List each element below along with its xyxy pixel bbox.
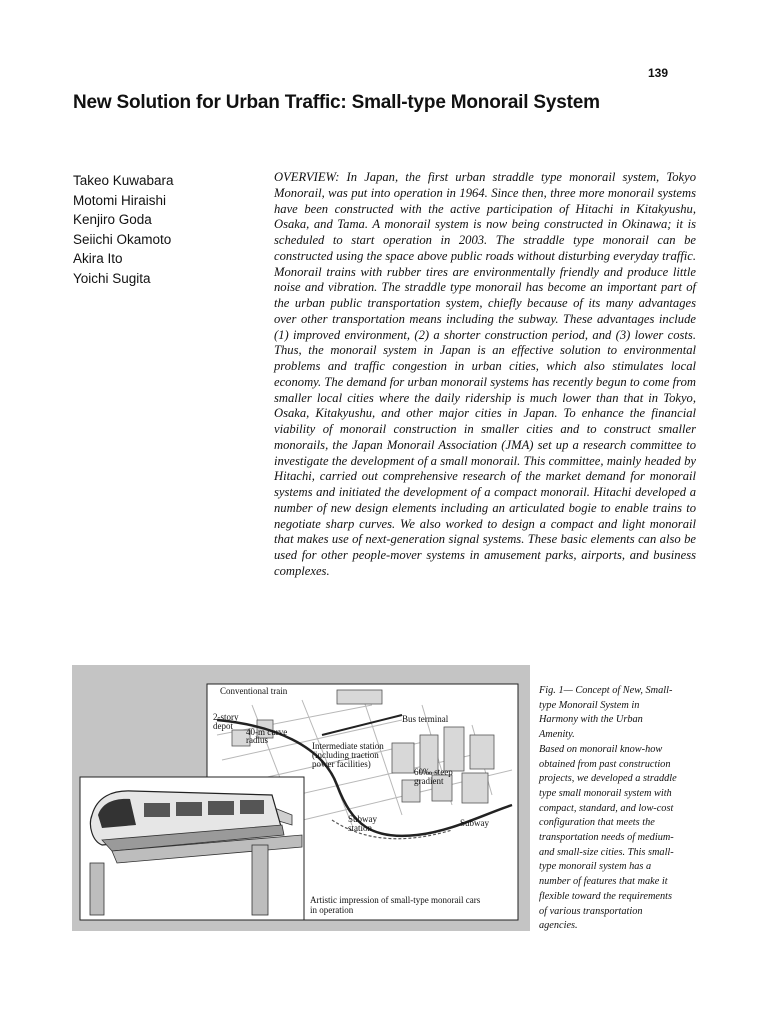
label-curve-radius: radius (246, 735, 268, 745)
label-depot: 2-story (213, 712, 239, 722)
caption-line: compact, standard, and low-cost (539, 802, 674, 814)
label-depot: depot (213, 721, 233, 731)
caption-line: Harmony with the Urban (539, 714, 643, 726)
caption-line: flexible toward the requirements (539, 890, 672, 902)
author-name: Yoichi Sugita (73, 270, 151, 286)
label-subway-station: station (348, 823, 372, 833)
caption-line: type small monorail system with (539, 787, 672, 799)
caption-line: type Monorail System in (539, 699, 640, 711)
caption-line: agencies. (539, 920, 578, 932)
label-conventional-train: Conventional train (220, 686, 288, 696)
author-name: Takeo Kuwabara (73, 173, 174, 188)
author-name: Kenjiro Goda (73, 212, 152, 228)
label-bus-terminal: Bus terminal (402, 714, 449, 724)
figure-1 (72, 665, 530, 931)
caption-line: of various transportation (539, 905, 643, 917)
label-steep-gradient: 60‰ steep (414, 767, 453, 777)
caption-line: and small-size cities. This small- (539, 846, 674, 858)
page-number: 139 (647, 66, 668, 80)
caption-line: Based on monorail know-how (539, 743, 663, 755)
figure-caption (539, 684, 699, 934)
overview-paragraph: OVERVIEW: In Japan, the first urban straddle type monorail system, Tokyo Monorail, was put into operation in 1964. Since then, three more monorail systems have been constructed with the active participation of Hitachi in Kitakyushu, Osaka, and Tama. A monorail system is now being constructed in Okinawa; it is scheduled to start operation in 2003. The straddle type monorail can be constructed using the space above public roads without disturbing everyday traffic. Monorail trains with rubber tires are environmentally friendly and produce little noise and vibration. The straddle type monorail has become an important part of the urban public transportation system, chiefly because of its many advantages over other transportation means including the subway. These advantages include (1) improved environment, (2) a shorter construction period, and (3) lower costs. Thus, the monorail system in Japan is an effective solution to environmental problems and traffic congestion in urban cities, which also stimulates local economy. The demand for urban monorail systems has recently begun to come from smaller local cities where the daily ridership is much lower than that in Tokyo, Osaka, Kitakyushu, and other major cities in Japan. To enhance the financial viability of monorail construction in smaller cities and to construct smaller monorails, the Japan Monorail Association (JMA) set up a research committee to investigate the development of a small monorail. This committee, mainly headed by Hitachi, carried out comprehensive research of the market demand for monorail systems and initiated the development of a compact monorail. Hitachi developed a number of new design elements including an articulated bogie to enable trains to negotiate sharp curves. We also worked to design a compact and light monorail that makes use of next-generation signal systems. These basic elements can also be used for other people-mover systems in amusement parks, airports, and business complexes. (274, 170, 696, 578)
label-artistic-impression: in operation (310, 905, 354, 915)
label-intermediate-station: Intermediate station (312, 741, 384, 751)
caption-line: transportation needs of medium- (539, 832, 674, 844)
caption-line: configuration that meets the (539, 817, 655, 829)
label-subway-station: Subway (348, 814, 377, 824)
label-steep-gradient: gradient (414, 776, 444, 786)
caption-line: projects, we developed a straddle (539, 773, 677, 785)
caption-line: Amenity. (539, 729, 575, 741)
author-list (73, 171, 253, 289)
caption-line: obtained from past construction (539, 758, 671, 770)
label-intermediate-station: (including traction (312, 750, 379, 760)
figure-illustration (72, 665, 530, 931)
author-name: Seiichi Okamoto (73, 231, 172, 247)
caption-line: Fig. 1— Concept of New, Small- (539, 685, 673, 696)
label-subway: Subway (460, 818, 489, 828)
paper-title: New Solution for Urban Traffic: Small-type Monorail System (73, 92, 600, 113)
author-name: Motomi Hiraishi (73, 192, 167, 208)
caption-line: number of features that make it (539, 876, 668, 888)
label-artistic-impression: Artistic impression of small-type monorail cars (310, 895, 481, 905)
label-curve-radius: 40-m curve (246, 727, 288, 737)
author-name: Akira Ito (73, 251, 123, 267)
caption-line: type monorail system has a (539, 861, 652, 873)
label-intermediate-station: power facilities) (312, 759, 371, 769)
